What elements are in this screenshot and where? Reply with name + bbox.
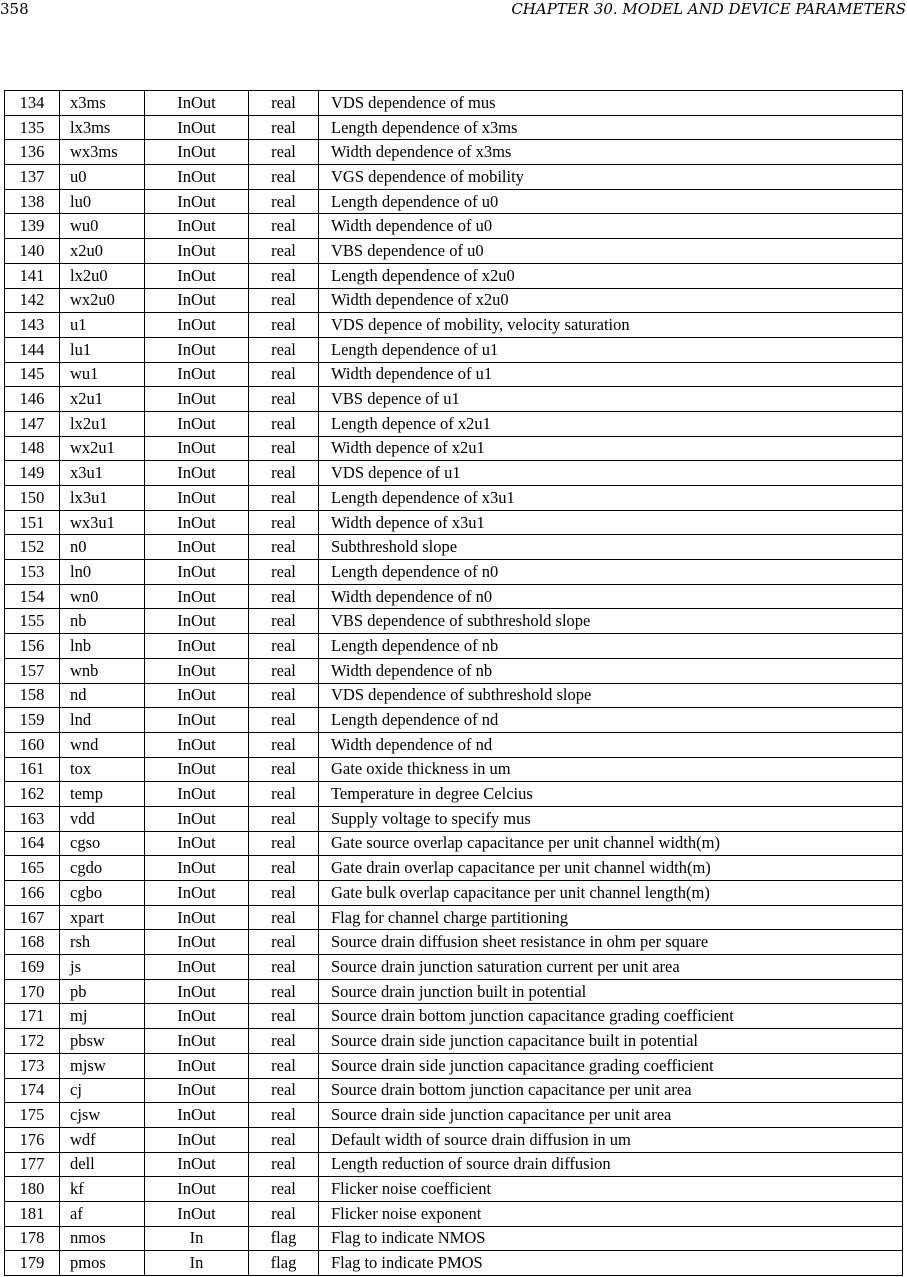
param-number: 156 bbox=[5, 634, 60, 659]
param-type: real bbox=[249, 165, 319, 190]
param-name: wx2u1 bbox=[60, 436, 145, 461]
param-name: u0 bbox=[60, 165, 145, 190]
param-number: 152 bbox=[5, 535, 60, 560]
param-access: InOut bbox=[145, 510, 249, 535]
param-number: 158 bbox=[5, 683, 60, 708]
table-row bbox=[5, 263, 903, 288]
param-name: lnb bbox=[60, 634, 145, 659]
param-description: VBS dependence of u0 bbox=[319, 239, 903, 264]
param-name: tox bbox=[60, 757, 145, 782]
param-type: real bbox=[249, 856, 319, 881]
param-number: 168 bbox=[5, 930, 60, 955]
param-number: 167 bbox=[5, 905, 60, 930]
param-number: 170 bbox=[5, 979, 60, 1004]
param-access: InOut bbox=[145, 461, 249, 486]
param-number: 178 bbox=[5, 1226, 60, 1251]
page-header bbox=[0, 0, 907, 20]
param-name: n0 bbox=[60, 535, 145, 560]
table-row bbox=[5, 560, 903, 585]
param-type: real bbox=[249, 658, 319, 683]
table-row bbox=[5, 436, 903, 461]
table-row bbox=[5, 1152, 903, 1177]
param-description: Width depence of x3u1 bbox=[319, 510, 903, 535]
param-type: real bbox=[249, 1127, 319, 1152]
param-name: cj bbox=[60, 1078, 145, 1103]
table-row bbox=[5, 881, 903, 906]
param-name: vdd bbox=[60, 806, 145, 831]
param-description: Source drain junction saturation current per unit area bbox=[319, 955, 903, 980]
param-type: real bbox=[249, 189, 319, 214]
param-description: Width dependence of nd bbox=[319, 732, 903, 757]
param-access: InOut bbox=[145, 584, 249, 609]
param-type: real bbox=[249, 387, 319, 412]
table-row bbox=[5, 1053, 903, 1078]
param-number: 163 bbox=[5, 806, 60, 831]
param-type: real bbox=[249, 634, 319, 659]
param-description: Width dependence of u0 bbox=[319, 214, 903, 239]
param-type: real bbox=[249, 1103, 319, 1128]
table-row bbox=[5, 1127, 903, 1152]
param-type: real bbox=[249, 461, 319, 486]
param-description: Gate oxide thickness in um bbox=[319, 757, 903, 782]
param-type: real bbox=[249, 831, 319, 856]
param-number: 180 bbox=[5, 1177, 60, 1202]
param-name: nmos bbox=[60, 1226, 145, 1251]
param-name: xpart bbox=[60, 905, 145, 930]
chapter-title: CHAPTER 30. MODEL AND DEVICE PARAMETERS bbox=[511, 0, 906, 18]
table-row bbox=[5, 461, 903, 486]
parameter-table bbox=[4, 90, 903, 1276]
param-access: InOut bbox=[145, 337, 249, 362]
param-number: 173 bbox=[5, 1053, 60, 1078]
param-name: js bbox=[60, 955, 145, 980]
param-access: InOut bbox=[145, 288, 249, 313]
table-row bbox=[5, 214, 903, 239]
param-name: mj bbox=[60, 1004, 145, 1029]
param-access: InOut bbox=[145, 732, 249, 757]
param-description: Source drain diffusion sheet resistance in ohm per square bbox=[319, 930, 903, 955]
param-name: nb bbox=[60, 609, 145, 634]
param-access: InOut bbox=[145, 609, 249, 634]
param-name: x2u1 bbox=[60, 387, 145, 412]
param-description: Flag to indicate PMOS bbox=[319, 1251, 903, 1276]
param-number: 166 bbox=[5, 881, 60, 906]
table-row bbox=[5, 411, 903, 436]
param-type: real bbox=[249, 411, 319, 436]
parameter-table-body bbox=[5, 91, 903, 1276]
param-access: InOut bbox=[145, 1152, 249, 1177]
param-access: InOut bbox=[145, 1004, 249, 1029]
param-description: Length dependence of u0 bbox=[319, 189, 903, 214]
param-access: InOut bbox=[145, 782, 249, 807]
param-number: 175 bbox=[5, 1103, 60, 1128]
table-row bbox=[5, 387, 903, 412]
param-name: wnb bbox=[60, 658, 145, 683]
table-row bbox=[5, 658, 903, 683]
param-name: lx3ms bbox=[60, 115, 145, 140]
param-name: u1 bbox=[60, 313, 145, 338]
param-name: lu1 bbox=[60, 337, 145, 362]
table-row bbox=[5, 856, 903, 881]
table-row bbox=[5, 930, 903, 955]
param-number: 136 bbox=[5, 140, 60, 165]
param-number: 147 bbox=[5, 411, 60, 436]
param-name: lnd bbox=[60, 708, 145, 733]
param-access: In bbox=[145, 1226, 249, 1251]
param-number: 160 bbox=[5, 732, 60, 757]
param-name: pbsw bbox=[60, 1029, 145, 1054]
param-description: Source drain side junction capacitance grading coefficient bbox=[319, 1053, 903, 1078]
table-row bbox=[5, 683, 903, 708]
param-number: 134 bbox=[5, 91, 60, 116]
table-row bbox=[5, 91, 903, 116]
param-number: 143 bbox=[5, 313, 60, 338]
table-row bbox=[5, 955, 903, 980]
table-row bbox=[5, 757, 903, 782]
param-name: x2u0 bbox=[60, 239, 145, 264]
param-type: real bbox=[249, 881, 319, 906]
param-description: Source drain bottom junction capacitance per unit area bbox=[319, 1078, 903, 1103]
param-type: real bbox=[249, 337, 319, 362]
param-type: real bbox=[249, 905, 319, 930]
param-type: real bbox=[249, 732, 319, 757]
param-type: flag bbox=[249, 1251, 319, 1276]
param-access: InOut bbox=[145, 214, 249, 239]
param-type: real bbox=[249, 288, 319, 313]
param-description: Temperature in degree Celcius bbox=[319, 782, 903, 807]
param-access: InOut bbox=[145, 856, 249, 881]
param-type: real bbox=[249, 584, 319, 609]
param-name: kf bbox=[60, 1177, 145, 1202]
param-description: Flag for channel charge partitioning bbox=[319, 905, 903, 930]
param-name: wdf bbox=[60, 1127, 145, 1152]
param-access: InOut bbox=[145, 1029, 249, 1054]
param-description: Supply voltage to specify mus bbox=[319, 806, 903, 831]
param-number: 153 bbox=[5, 560, 60, 585]
param-description: Length dependence of x2u0 bbox=[319, 263, 903, 288]
param-name: pmos bbox=[60, 1251, 145, 1276]
param-number: 146 bbox=[5, 387, 60, 412]
param-description: Source drain bottom junction capacitance grading coefficient bbox=[319, 1004, 903, 1029]
param-name: dell bbox=[60, 1152, 145, 1177]
param-access: InOut bbox=[145, 955, 249, 980]
table-row bbox=[5, 708, 903, 733]
param-type: real bbox=[249, 560, 319, 585]
param-access: InOut bbox=[145, 165, 249, 190]
param-description: VDS depence of u1 bbox=[319, 461, 903, 486]
table-row bbox=[5, 288, 903, 313]
table-row bbox=[5, 337, 903, 362]
param-type: real bbox=[249, 1177, 319, 1202]
table-row bbox=[5, 1103, 903, 1128]
param-number: 162 bbox=[5, 782, 60, 807]
param-description: VGS dependence of mobility bbox=[319, 165, 903, 190]
param-number: 149 bbox=[5, 461, 60, 486]
param-access: InOut bbox=[145, 1201, 249, 1226]
param-name: nd bbox=[60, 683, 145, 708]
param-number: 138 bbox=[5, 189, 60, 214]
table-row bbox=[5, 313, 903, 338]
param-access: InOut bbox=[145, 313, 249, 338]
table-row bbox=[5, 535, 903, 560]
table-row bbox=[5, 165, 903, 190]
param-name: wn0 bbox=[60, 584, 145, 609]
param-number: 181 bbox=[5, 1201, 60, 1226]
param-access: InOut bbox=[145, 560, 249, 585]
param-access: InOut bbox=[145, 436, 249, 461]
param-type: real bbox=[249, 1029, 319, 1054]
param-name: lx2u0 bbox=[60, 263, 145, 288]
param-access: InOut bbox=[145, 535, 249, 560]
table-row bbox=[5, 1029, 903, 1054]
param-access: InOut bbox=[145, 634, 249, 659]
param-number: 148 bbox=[5, 436, 60, 461]
param-description: VDS dependence of subthreshold slope bbox=[319, 683, 903, 708]
param-number: 164 bbox=[5, 831, 60, 856]
param-name: lx3u1 bbox=[60, 486, 145, 511]
param-number: 151 bbox=[5, 510, 60, 535]
param-access: InOut bbox=[145, 658, 249, 683]
param-type: real bbox=[249, 91, 319, 116]
table-row bbox=[5, 140, 903, 165]
param-description: Length dependence of nd bbox=[319, 708, 903, 733]
table-row bbox=[5, 584, 903, 609]
table-row bbox=[5, 486, 903, 511]
param-number: 176 bbox=[5, 1127, 60, 1152]
param-name: mjsw bbox=[60, 1053, 145, 1078]
param-type: flag bbox=[249, 1226, 319, 1251]
param-number: 177 bbox=[5, 1152, 60, 1177]
param-access: InOut bbox=[145, 263, 249, 288]
param-description: VBS dependence of subthreshold slope bbox=[319, 609, 903, 634]
param-access: InOut bbox=[145, 930, 249, 955]
param-description: Flicker noise coefficient bbox=[319, 1177, 903, 1202]
param-number: 154 bbox=[5, 584, 60, 609]
param-number: 161 bbox=[5, 757, 60, 782]
table-row bbox=[5, 979, 903, 1004]
page-number: 358 bbox=[0, 0, 29, 18]
param-access: InOut bbox=[145, 115, 249, 140]
table-row bbox=[5, 1078, 903, 1103]
param-number: 169 bbox=[5, 955, 60, 980]
param-description: Default width of source drain diffusion in um bbox=[319, 1127, 903, 1152]
param-number: 165 bbox=[5, 856, 60, 881]
param-number: 150 bbox=[5, 486, 60, 511]
param-type: real bbox=[249, 1152, 319, 1177]
param-access: InOut bbox=[145, 189, 249, 214]
table-row bbox=[5, 1251, 903, 1276]
param-description: Gate drain overlap capacitance per unit channel width(m) bbox=[319, 856, 903, 881]
param-description: Width dependence of x3ms bbox=[319, 140, 903, 165]
table-row bbox=[5, 831, 903, 856]
table-row bbox=[5, 1226, 903, 1251]
param-number: 174 bbox=[5, 1078, 60, 1103]
param-name: ln0 bbox=[60, 560, 145, 585]
param-access: InOut bbox=[145, 1078, 249, 1103]
param-number: 142 bbox=[5, 288, 60, 313]
param-type: real bbox=[249, 140, 319, 165]
param-description: Flicker noise exponent bbox=[319, 1201, 903, 1226]
param-description: Gate source overlap capacitance per unit channel width(m) bbox=[319, 831, 903, 856]
table-row bbox=[5, 732, 903, 757]
param-access: InOut bbox=[145, 411, 249, 436]
param-name: wx3ms bbox=[60, 140, 145, 165]
table-row bbox=[5, 115, 903, 140]
param-description: Length dependence of x3u1 bbox=[319, 486, 903, 511]
param-type: real bbox=[249, 535, 319, 560]
param-number: 179 bbox=[5, 1251, 60, 1276]
table-row bbox=[5, 806, 903, 831]
table-row bbox=[5, 1201, 903, 1226]
param-name: pb bbox=[60, 979, 145, 1004]
param-type: real bbox=[249, 1201, 319, 1226]
param-access: InOut bbox=[145, 486, 249, 511]
param-description: Length dependence of x3ms bbox=[319, 115, 903, 140]
param-description: Length dependence of n0 bbox=[319, 560, 903, 585]
param-description: Source drain side junction capacitance built in potential bbox=[319, 1029, 903, 1054]
param-description: Source drain junction built in potential bbox=[319, 979, 903, 1004]
param-type: real bbox=[249, 263, 319, 288]
table-row bbox=[5, 510, 903, 535]
param-access: In bbox=[145, 1251, 249, 1276]
param-type: real bbox=[249, 313, 319, 338]
param-access: InOut bbox=[145, 1053, 249, 1078]
param-access: InOut bbox=[145, 708, 249, 733]
param-type: real bbox=[249, 955, 319, 980]
param-access: InOut bbox=[145, 831, 249, 856]
param-description: Length dependence of nb bbox=[319, 634, 903, 659]
param-type: real bbox=[249, 1004, 319, 1029]
param-name: wnd bbox=[60, 732, 145, 757]
param-name: lu0 bbox=[60, 189, 145, 214]
param-name: rsh bbox=[60, 930, 145, 955]
param-access: InOut bbox=[145, 1177, 249, 1202]
param-type: real bbox=[249, 609, 319, 634]
param-type: real bbox=[249, 683, 319, 708]
param-description: Length depence of x2u1 bbox=[319, 411, 903, 436]
param-number: 137 bbox=[5, 165, 60, 190]
param-access: InOut bbox=[145, 881, 249, 906]
param-name: wu1 bbox=[60, 362, 145, 387]
param-name: wu0 bbox=[60, 214, 145, 239]
param-name: x3ms bbox=[60, 91, 145, 116]
param-access: InOut bbox=[145, 1103, 249, 1128]
param-name: cgdo bbox=[60, 856, 145, 881]
param-description: Length reduction of source drain diffusion bbox=[319, 1152, 903, 1177]
param-description: Width dependence of nb bbox=[319, 658, 903, 683]
table-row bbox=[5, 189, 903, 214]
param-description: Flag to indicate NMOS bbox=[319, 1226, 903, 1251]
table-row bbox=[5, 1177, 903, 1202]
param-name: wx3u1 bbox=[60, 510, 145, 535]
param-name: cjsw bbox=[60, 1103, 145, 1128]
table-row bbox=[5, 362, 903, 387]
param-type: real bbox=[249, 362, 319, 387]
param-access: InOut bbox=[145, 239, 249, 264]
param-type: real bbox=[249, 486, 319, 511]
param-name: lx2u1 bbox=[60, 411, 145, 436]
table-row bbox=[5, 609, 903, 634]
param-name: af bbox=[60, 1201, 145, 1226]
param-access: InOut bbox=[145, 1127, 249, 1152]
table-row bbox=[5, 782, 903, 807]
param-number: 155 bbox=[5, 609, 60, 634]
param-access: InOut bbox=[145, 683, 249, 708]
table-row bbox=[5, 239, 903, 264]
param-description: Width dependence of n0 bbox=[319, 584, 903, 609]
param-type: real bbox=[249, 115, 319, 140]
param-access: InOut bbox=[145, 362, 249, 387]
param-access: InOut bbox=[145, 387, 249, 412]
table-row bbox=[5, 634, 903, 659]
param-type: real bbox=[249, 239, 319, 264]
param-number: 172 bbox=[5, 1029, 60, 1054]
param-type: real bbox=[249, 930, 319, 955]
param-type: real bbox=[249, 806, 319, 831]
param-access: InOut bbox=[145, 140, 249, 165]
param-description: Subthreshold slope bbox=[319, 535, 903, 560]
param-access: InOut bbox=[145, 806, 249, 831]
param-access: InOut bbox=[145, 979, 249, 1004]
param-description: Gate bulk overlap capacitance per unit channel length(m) bbox=[319, 881, 903, 906]
param-name: temp bbox=[60, 782, 145, 807]
param-description: Width depence of x2u1 bbox=[319, 436, 903, 461]
table-row bbox=[5, 1004, 903, 1029]
param-access: InOut bbox=[145, 757, 249, 782]
param-number: 159 bbox=[5, 708, 60, 733]
param-access: InOut bbox=[145, 905, 249, 930]
param-name: cgbo bbox=[60, 881, 145, 906]
param-type: real bbox=[249, 214, 319, 239]
param-name: cgso bbox=[60, 831, 145, 856]
param-number: 144 bbox=[5, 337, 60, 362]
param-name: x3u1 bbox=[60, 461, 145, 486]
param-number: 135 bbox=[5, 115, 60, 140]
param-description: Length dependence of u1 bbox=[319, 337, 903, 362]
param-number: 171 bbox=[5, 1004, 60, 1029]
param-number: 157 bbox=[5, 658, 60, 683]
param-number: 140 bbox=[5, 239, 60, 264]
param-number: 141 bbox=[5, 263, 60, 288]
param-type: real bbox=[249, 782, 319, 807]
param-type: real bbox=[249, 708, 319, 733]
param-type: real bbox=[249, 510, 319, 535]
param-description: VDS depence of mobility, velocity saturation bbox=[319, 313, 903, 338]
param-description: VDS dependence of mus bbox=[319, 91, 903, 116]
param-type: real bbox=[249, 979, 319, 1004]
param-type: real bbox=[249, 757, 319, 782]
table-row bbox=[5, 905, 903, 930]
param-number: 145 bbox=[5, 362, 60, 387]
param-description: Source drain side junction capacitance per unit area bbox=[319, 1103, 903, 1128]
param-number: 139 bbox=[5, 214, 60, 239]
param-description: Width dependence of u1 bbox=[319, 362, 903, 387]
param-access: InOut bbox=[145, 91, 249, 116]
param-description: VBS depence of u1 bbox=[319, 387, 903, 412]
param-type: real bbox=[249, 1078, 319, 1103]
param-type: real bbox=[249, 436, 319, 461]
param-description: Width dependence of x2u0 bbox=[319, 288, 903, 313]
param-name: wx2u0 bbox=[60, 288, 145, 313]
param-type: real bbox=[249, 1053, 319, 1078]
